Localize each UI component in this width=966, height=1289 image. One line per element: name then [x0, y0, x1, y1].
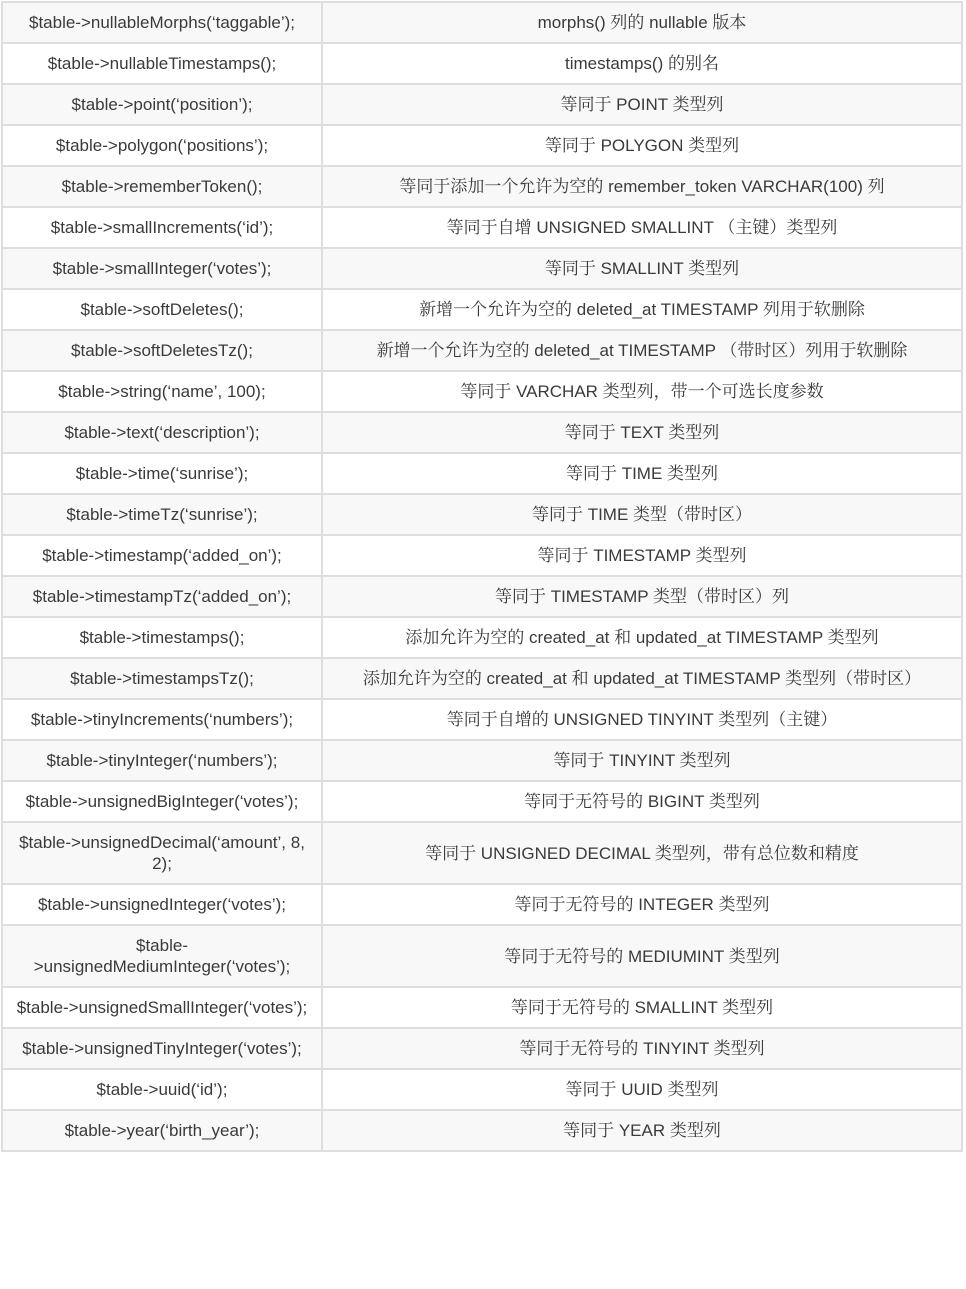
method-cell: $table->year(‘birth_year’);: [2, 1110, 322, 1151]
table-row: [2, 453, 962, 494]
table-row: [2, 371, 962, 412]
description-cell: morphs() 列的 nullable 版本: [322, 2, 962, 43]
table-body: [2, 2, 962, 1151]
table-row: [2, 166, 962, 207]
description-cell: 等同于 SMALLINT 类型列: [322, 248, 962, 289]
description-cell: 等同于 YEAR 类型列: [322, 1110, 962, 1151]
table-row: [2, 617, 962, 658]
method-cell: $table->tinyInteger(‘numbers’);: [2, 740, 322, 781]
method-cell: $table->unsignedMediumInteger(‘votes’);: [2, 925, 322, 987]
method-cell: $table->timestamps();: [2, 617, 322, 658]
description-cell: 等同于自增的 UNSIGNED TINYINT 类型列（主键）: [322, 699, 962, 740]
description-cell: 新增一个允许为空的 deleted_at TIMESTAMP 列用于软删除: [322, 289, 962, 330]
table-row: [2, 43, 962, 84]
description-cell: 等同于无符号的 SMALLINT 类型列: [322, 987, 962, 1028]
description-cell: 等同于 VARCHAR 类型列，带一个可选长度参数: [322, 371, 962, 412]
description-cell: 等同于无符号的 BIGINT 类型列: [322, 781, 962, 822]
description-cell: 等同于自增 UNSIGNED SMALLINT （主键）类型列: [322, 207, 962, 248]
description-cell: 等同于 TIME 类型（带时区）: [322, 494, 962, 535]
description-cell: 等同于 UNSIGNED DECIMAL 类型列，带有总位数和精度: [322, 822, 962, 884]
description-cell: 新增一个允许为空的 deleted_at TIMESTAMP （带时区）列用于软删除: [322, 330, 962, 371]
description-cell: 等同于 TINYINT 类型列: [322, 740, 962, 781]
table-row: [2, 248, 962, 289]
table-row: [2, 535, 962, 576]
table-row: [2, 740, 962, 781]
description-cell: 添加允许为空的 created_at 和 updated_at TIMESTAMP 类型列（带时区）: [322, 658, 962, 699]
schema-column-types-table: [1, 1, 963, 1152]
description-cell: timestamps() 的别名: [322, 43, 962, 84]
table-row: [2, 1110, 962, 1151]
table-row: [2, 412, 962, 453]
description-cell: 等同于添加一个允许为空的 remember_token VARCHAR(100) 列: [322, 166, 962, 207]
description-cell: 等同于 POINT 类型列: [322, 84, 962, 125]
table-row: [2, 207, 962, 248]
table-row: [2, 987, 962, 1028]
method-cell: $table->unsignedDecimal(‘amount’, 8, 2);: [2, 822, 322, 884]
table-row: [2, 494, 962, 535]
method-cell: $table->time(‘sunrise’);: [2, 453, 322, 494]
method-cell: $table->polygon(‘positions’);: [2, 125, 322, 166]
table-row: [2, 1028, 962, 1069]
method-cell: $table->unsignedSmallInteger(‘votes’);: [2, 987, 322, 1028]
description-cell: 等同于无符号的 MEDIUMINT 类型列: [322, 925, 962, 987]
table-row: [2, 2, 962, 43]
description-cell: 等同于 POLYGON 类型列: [322, 125, 962, 166]
method-cell: $table->unsignedBigInteger(‘votes’);: [2, 781, 322, 822]
method-cell: $table->timestampsTz();: [2, 658, 322, 699]
description-cell: 等同于 TIMESTAMP 类型列: [322, 535, 962, 576]
method-cell: $table->unsignedInteger(‘votes’);: [2, 884, 322, 925]
method-cell: $table->timestampTz(‘added_on’);: [2, 576, 322, 617]
table-row: [2, 125, 962, 166]
description-cell: 等同于无符号的 INTEGER 类型列: [322, 884, 962, 925]
description-cell: 等同于 TIME 类型列: [322, 453, 962, 494]
table-row: [2, 1069, 962, 1110]
table-row: [2, 822, 962, 884]
description-cell: 等同于 TIMESTAMP 类型（带时区）列: [322, 576, 962, 617]
table-row: [2, 84, 962, 125]
method-cell: $table->timeTz(‘sunrise’);: [2, 494, 322, 535]
method-cell: $table->uuid(‘id’);: [2, 1069, 322, 1110]
table-row: [2, 658, 962, 699]
description-cell: 等同于 UUID 类型列: [322, 1069, 962, 1110]
method-cell: $table->smallIncrements(‘id’);: [2, 207, 322, 248]
method-cell: $table->text(‘description’);: [2, 412, 322, 453]
table-row: [2, 330, 962, 371]
table-row: [2, 576, 962, 617]
method-cell: $table->tinyIncrements(‘numbers’);: [2, 699, 322, 740]
method-cell: $table->nullableTimestamps();: [2, 43, 322, 84]
method-cell: $table->string(‘name’, 100);: [2, 371, 322, 412]
method-cell: $table->rememberToken();: [2, 166, 322, 207]
table-row: [2, 781, 962, 822]
method-cell: $table->smallInteger(‘votes’);: [2, 248, 322, 289]
method-cell: $table->point(‘position’);: [2, 84, 322, 125]
table-row: [2, 289, 962, 330]
table-row: [2, 884, 962, 925]
method-cell: $table->timestamp(‘added_on’);: [2, 535, 322, 576]
method-cell: $table->nullableMorphs(‘taggable’);: [2, 2, 322, 43]
method-cell: $table->unsignedTinyInteger(‘votes’);: [2, 1028, 322, 1069]
description-cell: 添加允许为空的 created_at 和 updated_at TIMESTAMP 类型列: [322, 617, 962, 658]
table-row: [2, 699, 962, 740]
method-cell: $table->softDeletes();: [2, 289, 322, 330]
method-cell: $table->softDeletesTz();: [2, 330, 322, 371]
table-row: [2, 925, 962, 987]
description-cell: 等同于无符号的 TINYINT 类型列: [322, 1028, 962, 1069]
description-cell: 等同于 TEXT 类型列: [322, 412, 962, 453]
